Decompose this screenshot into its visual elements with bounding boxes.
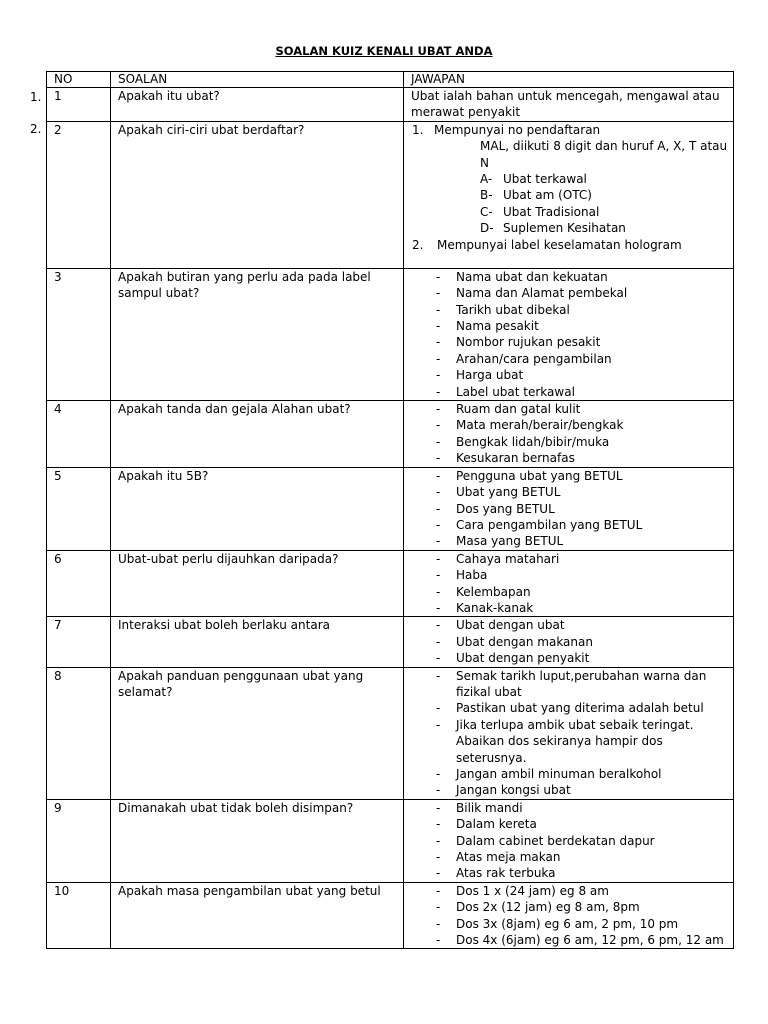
answer-list bbox=[411, 800, 733, 882]
answer-list-item: - Harga ubat bbox=[411, 367, 733, 383]
item-detail: MAL, diikuti 8 digit dan huruf A, X, T atau N bbox=[480, 139, 728, 170]
answer-list-item: - Bengkak lidah/bibir/muka bbox=[411, 434, 733, 450]
answer-list-item: - Dos 2x (12 jam) eg 8 am, 8pm bbox=[411, 899, 733, 915]
sub-item-letter: C- bbox=[480, 204, 493, 219]
table-row bbox=[47, 617, 734, 667]
table-row bbox=[47, 667, 734, 799]
answer-list-item: - Nama dan Alamat pembekal bbox=[411, 285, 733, 301]
question: Dimanakah ubat tidak boleh disimpan? bbox=[111, 799, 404, 882]
row-number: 1 bbox=[47, 88, 111, 122]
answer-list-item: - Nama pesakit bbox=[411, 318, 733, 334]
question: Apakah tanda dan gejala Alahan ubat? bbox=[111, 401, 404, 468]
answer bbox=[404, 550, 734, 617]
answer-list bbox=[411, 883, 733, 949]
sub-item-text: Ubat am (OTC) bbox=[503, 188, 592, 203]
answer-list-item: - Dos yang BETUL bbox=[411, 501, 733, 517]
sub-item-text: Ubat Tradisional bbox=[503, 204, 600, 219]
answer bbox=[404, 882, 734, 949]
answer-list-item: - Semak tarikh luput,perubahan warna dan fizikal ubat bbox=[411, 668, 733, 701]
question: Apakah panduan penggunaan ubat yang selamat? bbox=[111, 667, 404, 799]
table-row bbox=[47, 88, 734, 122]
table-row bbox=[47, 550, 734, 617]
answer-list bbox=[411, 668, 733, 799]
answer bbox=[404, 467, 734, 550]
answer bbox=[404, 121, 734, 268]
answer-list-item: - Bilik mandi bbox=[411, 800, 733, 816]
answer bbox=[404, 268, 734, 400]
answer-list-item: - Tarikh ubat dibekal bbox=[411, 302, 733, 318]
question: Apakah itu 5B? bbox=[111, 467, 404, 550]
answer-list bbox=[411, 468, 733, 550]
answer-list-item: - Pengguna ubat yang BETUL bbox=[411, 468, 733, 484]
answer-numbered-item bbox=[411, 122, 733, 138]
outer-number-2: 2. bbox=[30, 122, 42, 136]
answer-list bbox=[411, 617, 733, 666]
table-row bbox=[47, 799, 734, 882]
item-text: Mempunyai no pendaftaran bbox=[434, 122, 601, 137]
answer-sub-item bbox=[411, 171, 733, 187]
question: Apakah itu ubat? bbox=[111, 88, 404, 122]
header-soalan: SOALAN bbox=[111, 72, 404, 88]
answer bbox=[404, 401, 734, 468]
row-number: 10 bbox=[47, 882, 111, 949]
table-row bbox=[47, 268, 734, 400]
answer-list-item: - Haba bbox=[411, 567, 733, 583]
answer-list-item: - Nombor rujukan pesakit bbox=[411, 334, 733, 350]
sub-item-letter: D- bbox=[480, 221, 494, 236]
row-number: 4 bbox=[47, 401, 111, 468]
answer-list-item: - Dalam cabinet berdekatan dapur bbox=[411, 833, 733, 849]
table-row bbox=[47, 401, 734, 468]
answer-list-item: - Ruam dan gatal kulit bbox=[411, 401, 733, 417]
answer-list-item: - Cahaya matahari bbox=[411, 551, 733, 567]
answer-list bbox=[411, 269, 733, 400]
sub-item-letter: B- bbox=[480, 188, 493, 203]
answer-list-item: - Masa yang BETUL bbox=[411, 533, 733, 549]
answer-list-item: - Nama ubat dan kekuatan bbox=[411, 269, 733, 285]
answer-list-item: - Dos 4x (6jam) eg 6 am, 12 pm, 6 pm, 12 am bbox=[411, 932, 733, 948]
answer-list-item: - Ubat yang BETUL bbox=[411, 484, 733, 500]
answer bbox=[404, 617, 734, 667]
answer-list bbox=[411, 551, 733, 617]
answer-list-item: - Arahan/cara pengambilan bbox=[411, 351, 733, 367]
answer-list-item: - Dos 1 x (24 jam) eg 8 am bbox=[411, 883, 733, 899]
answer-list-item: - Jika terlupa ambik ubat sebaik teringat. Abaikan dos sekiranya hampir dos seterusnya. bbox=[411, 717, 733, 766]
answer-list-item: - Pastikan ubat yang diterima adalah betul bbox=[411, 700, 733, 716]
sub-item-letter: A- bbox=[480, 172, 493, 187]
outer-number-1: 1. bbox=[30, 90, 42, 104]
answer-list-item: - Mata merah/berair/bengkak bbox=[411, 417, 733, 433]
answer-list-item: - Cara pengambilan yang BETUL bbox=[411, 517, 733, 533]
table-header-row bbox=[47, 72, 734, 88]
answer-list-item: - Atas meja makan bbox=[411, 849, 733, 865]
row-number: 8 bbox=[47, 667, 111, 799]
answer-list-item: - Ubat dengan makanan bbox=[411, 634, 733, 650]
answer-list-item: - Kesukaran bernafas bbox=[411, 450, 733, 466]
quiz-table bbox=[46, 71, 734, 949]
answer-list-item: - Jangan kongsi ubat bbox=[411, 782, 733, 798]
row-number: 9 bbox=[47, 799, 111, 882]
question: Apakah ciri-ciri ubat berdaftar? bbox=[111, 121, 404, 268]
answer-list-item: - Jangan ambil minuman beralkohol bbox=[411, 766, 733, 782]
header-jawapan: JAWAPAN bbox=[404, 72, 734, 88]
answer bbox=[404, 667, 734, 799]
header-no: NO bbox=[47, 72, 111, 88]
item-text: Mempunyai label keselamatan hologram bbox=[437, 237, 682, 252]
answer-list-item: - Ubat dengan penyakit bbox=[411, 650, 733, 666]
answer-list-item: - Dos 3x (8jam) eg 6 am, 2 pm, 10 pm bbox=[411, 916, 733, 932]
row-number: 5 bbox=[47, 467, 111, 550]
item-number: 1. bbox=[412, 122, 424, 137]
answer-sub-item bbox=[411, 204, 733, 220]
answer bbox=[404, 799, 734, 882]
answer-list-item: - Kelembapan bbox=[411, 584, 733, 600]
question: Apakah masa pengambilan ubat yang betul bbox=[111, 882, 404, 949]
sub-item-text: Ubat terkawal bbox=[503, 172, 587, 187]
row-number: 7 bbox=[47, 617, 111, 667]
row-number: 2 bbox=[47, 121, 111, 268]
answer-list-item: - Ubat dengan ubat bbox=[411, 617, 733, 633]
answer-sub-item bbox=[411, 220, 733, 236]
sub-item-text: Suplemen Kesihatan bbox=[503, 221, 626, 236]
question: Interaksi ubat boleh berlaku antara bbox=[111, 617, 404, 667]
answer-list-item: - Atas rak terbuka bbox=[411, 865, 733, 881]
answer-list bbox=[411, 401, 733, 467]
answer-list-item: - Label ubat terkawal bbox=[411, 384, 733, 400]
document-title: SOALAN KUIZ KENALI UBAT ANDA bbox=[275, 44, 493, 58]
table-row bbox=[47, 121, 734, 268]
answer-list-item: - Dalam kereta bbox=[411, 816, 733, 832]
row-number: 3 bbox=[47, 268, 111, 400]
row-number: 6 bbox=[47, 550, 111, 617]
answer-numbered-item bbox=[411, 237, 733, 253]
answer: Ubat ialah bahan untuk mencegah, mengawal atau merawat penyakit bbox=[404, 88, 734, 122]
answer-list-item: - Kanak-kanak bbox=[411, 600, 733, 616]
table-row bbox=[47, 467, 734, 550]
answer-sub-item bbox=[411, 187, 733, 203]
item-number: 2. bbox=[412, 237, 424, 252]
question: Ubat-ubat perlu dijauhkan daripada? bbox=[111, 550, 404, 617]
table-row bbox=[47, 882, 734, 949]
question: Apakah butiran yang perlu ada pada label sampul ubat? bbox=[111, 268, 404, 400]
